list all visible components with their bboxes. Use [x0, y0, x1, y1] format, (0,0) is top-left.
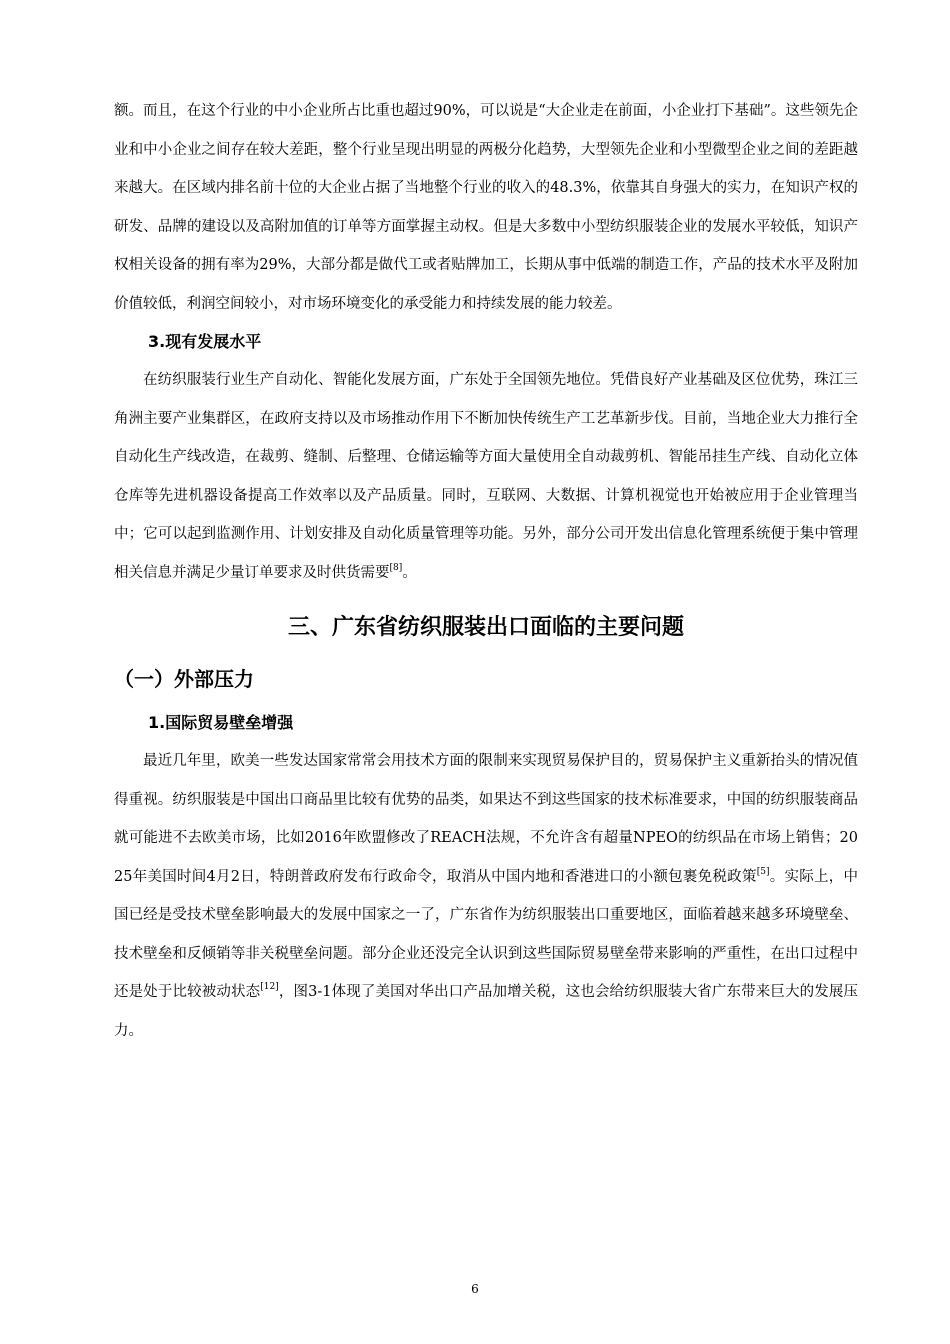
paragraph-text: 额。而且，在这个行业的中小企业所占比重也超过90%，可以说是“大企业走在前面，小企业打下基础”。这些领先企业和中小企业之间存在较大差距，整个行业呈现出明显的两极分化趋势，大型领先企业和小型微型企业之间的差距越来越大。在区域内排名前十位的大企业占据了当地整个行业的收入的48.3%，依靠其自身强大的实力，在知识产权的研发、品牌的建设以及高附加值的订单等方面掌握主动权。但是大多数中小型纺织服装企业的发展水平较低，知识产权相关设备的拥有率为29%，大部分都是做代工或者贴牌加工，长期从事中低端的制造工作，产品的技术水平及附加价值较低，利润空间较小，对市场环境变化的承受能力和持续发展的能力较差。	[114, 103, 858, 312]
paragraph-text: ，图3-1体现了美国对华出口产品加增关税，这也会给纺织服装大省广东带来巨大的发展压力。	[114, 984, 858, 1039]
section-title: （一）外部压力	[114, 667, 254, 691]
paragraph-automation	[114, 361, 858, 592]
citation-ref: [5]	[756, 866, 770, 877]
page-number: 6	[471, 1282, 479, 1296]
paragraph-text: 在纺织服装行业生产自动化、智能化发展方面，广东处于全国领先地位。凭借良好产业基础及区位优势，珠江三角洲主要产业集群区，在政府支持以及市场推动作用下不断加快传统生产工艺革新步伐。目前，当地企业大力推行全自动化生产线改造，在裁剪、缝制、后整理、仓储运输等方面大量使用全自动裁剪机、智能吊挂生产线、自动化立体仓库等先进机器设备提高工作效率以及产品质量。同时，互联网、大数据、计算机视觉也开始被应用于企业管理当中；它可以起到监测作用、计划安排及自动化质量管理等功能。另外，部分公司开发出信息化管理系统便于集中管理相关信息并满足少量订单要求及时供货需要	[114, 372, 858, 581]
subheading-trade-barrier: 1.国际贸易壁垒增强	[148, 713, 294, 732]
page-content	[114, 92, 858, 1050]
citation-ref: [12]	[260, 982, 279, 992]
paragraph-text: 最近几年里，欧美一些发达国家常常会用技术方面的限制来实现贸易保护目的，贸易保护主义重新抬头的情况值得重视。纺织服装是中国出口商品里比较有优势的品类，如果达不到这些国家的技术标准要求，中国的纺织服装商品就可能进不去欧美市场，比如2016年欧盟修改了REACH法规，不允许含有超量NPEO的纺织品在市场上销售；2025年美国时间4月2日，特朗普政府发布行政命令，取消从中国内地和香港进口的小额包裹免税政策	[114, 753, 858, 885]
chapter-title: 三、广东省纺织服装出口面临的主要问题	[287, 615, 684, 640]
paragraph-text: 。实际上，中国已经是受技术壁垒影响最大的发展中国家之一了，广东省作为纺织服装出口重要地区，面临着越来越多环境壁垒、技术壁垒和反倾销等非关税壁垒问题。部分企业还没完全认识到这些国际贸易壁垒带来影响的严重性，在出口过程中还是处于比较被动状态	[114, 868, 858, 1000]
paragraph-text-end: 。	[402, 564, 417, 581]
citation-ref: [8]	[389, 562, 403, 573]
paragraph-industry-polarization	[114, 92, 858, 323]
subheading-current-level: 3.现有发展水平	[148, 332, 262, 351]
paragraph-trade-barriers	[114, 742, 858, 1050]
